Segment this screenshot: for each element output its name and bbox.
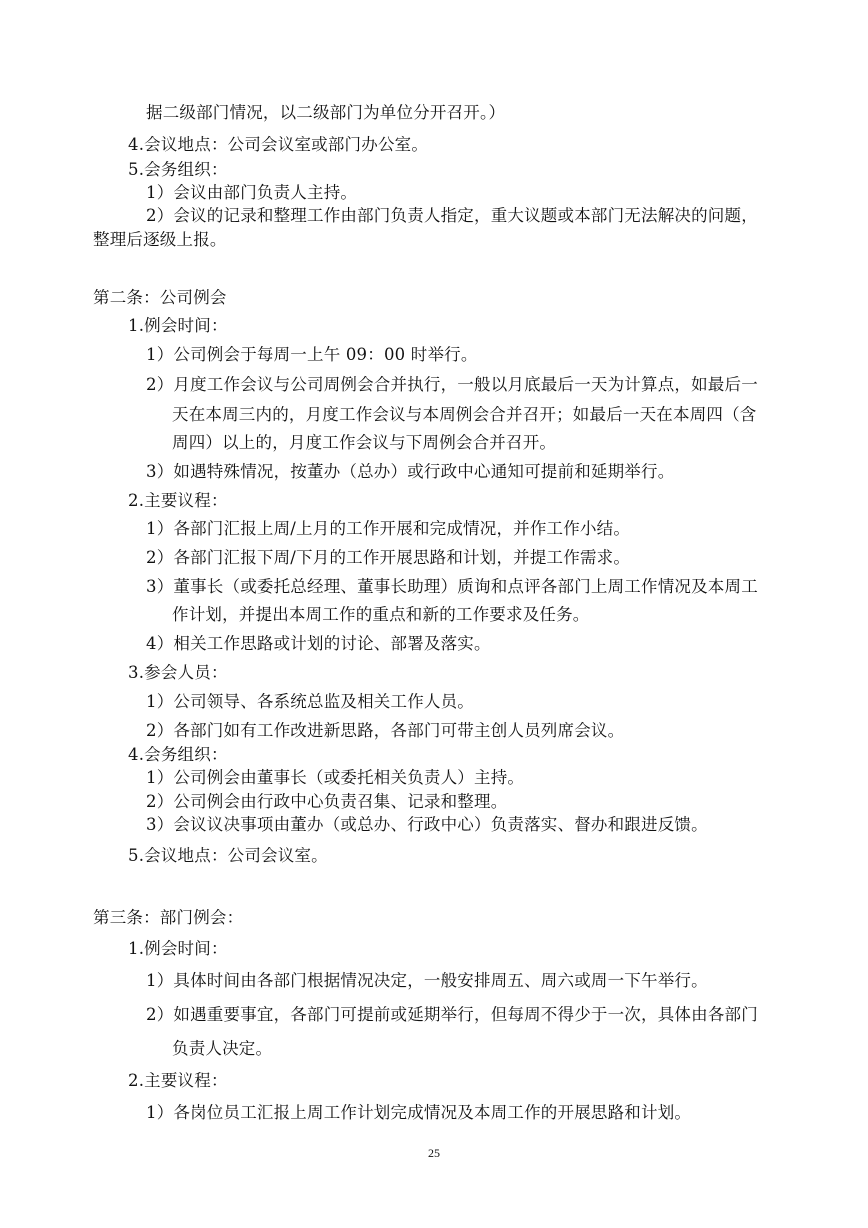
page-number: 25	[428, 1146, 440, 1160]
text-line: 2）如遇重要事宜，各部门可提前或延期举行，但每周不得少于一次，具体由各部门	[146, 1005, 758, 1024]
text-line: 5.会务组织：	[128, 160, 228, 179]
text-line: 周四）以上的，月度工作会议与下周例会合并召开。	[172, 433, 557, 452]
text-line: 1）公司领导、各系统总监及相关工作人员。	[146, 692, 474, 711]
text-line: 5.会议地点：公司会议室。	[128, 846, 328, 865]
text-line: 2）各部门如有工作改进新思路，各部门可带主创人员列席会议。	[146, 721, 625, 740]
section-heading: 第二条：公司例会	[93, 288, 227, 307]
text-line: 3）如遇特殊情况，按董办（总办）或行政中心通知可提前和延期举行。	[146, 462, 675, 481]
text-line: 1）各部门汇报上周/上月的工作开展和完成情况，并作工作小结。	[146, 519, 631, 538]
text-line: 天在本周三内的，月度工作会议与本周例会合并召开；如最后一天在本周四（含	[172, 405, 757, 424]
text-line: 1.例会时间：	[128, 939, 228, 958]
text-line: 2）公司例会由行政中心负责召集、记录和整理。	[146, 792, 508, 811]
section-heading: 第三条：部门例会：	[93, 908, 244, 927]
text-line: 1）各岗位员工汇报上周工作计划完成情况及本周工作的开展思路和计划。	[146, 1103, 692, 1122]
text-line: 1）会议由部门负责人主持。	[146, 183, 358, 202]
text-line: 3）董事长（或委托总经理、董事长助理）质询和点评各部门上周工作情况及本周工	[146, 577, 758, 596]
text-line: 作计划，并提出本周工作的重点和新的工作要求及任务。	[172, 605, 590, 624]
text-line: 2）会议的记录和整理工作由部门负责人指定，重大议题或本部门无法解决的问题，	[146, 206, 758, 225]
text-line: 4）相关工作思路或计划的讨论、部署及落实。	[146, 634, 491, 653]
text-line: 4.会议地点：公司会议室或部门办公室。	[128, 135, 429, 154]
text-line: 1.例会时间：	[128, 316, 228, 335]
text-line: 4.会务组织：	[128, 745, 228, 764]
text-line: 负责人决定。	[172, 1039, 273, 1058]
text-line: 2）月度工作会议与公司周例会合并执行，一般以月底最后一天为计算点，如最后一	[146, 375, 758, 394]
text-line: 1）具体时间由各部门根据情况决定，一般安排周五、周六或周一下午举行。	[146, 971, 708, 990]
text-line: 据二级部门情况，以二级部门为单位分开召开。）	[146, 103, 506, 122]
text-line: 3）会议议决事项由董办（或总办、行政中心）负责落实、督办和跟进反馈。	[146, 815, 708, 834]
text-line: 1）公司例会于每周一上午 09：00 时举行。	[146, 345, 478, 364]
text-line: 2.主要议程：	[128, 491, 228, 510]
text-line: 1）公司例会由董事长（或委托相关负责人）主持。	[146, 768, 525, 787]
text-line: 2）各部门汇报下周/下月的工作开展思路和计划，并提工作需求。	[146, 548, 631, 567]
text-line: 3.参会人员：	[128, 663, 228, 682]
text-line: 2.主要议程：	[128, 1071, 228, 1090]
text-line: 整理后逐级上报。	[93, 230, 227, 249]
